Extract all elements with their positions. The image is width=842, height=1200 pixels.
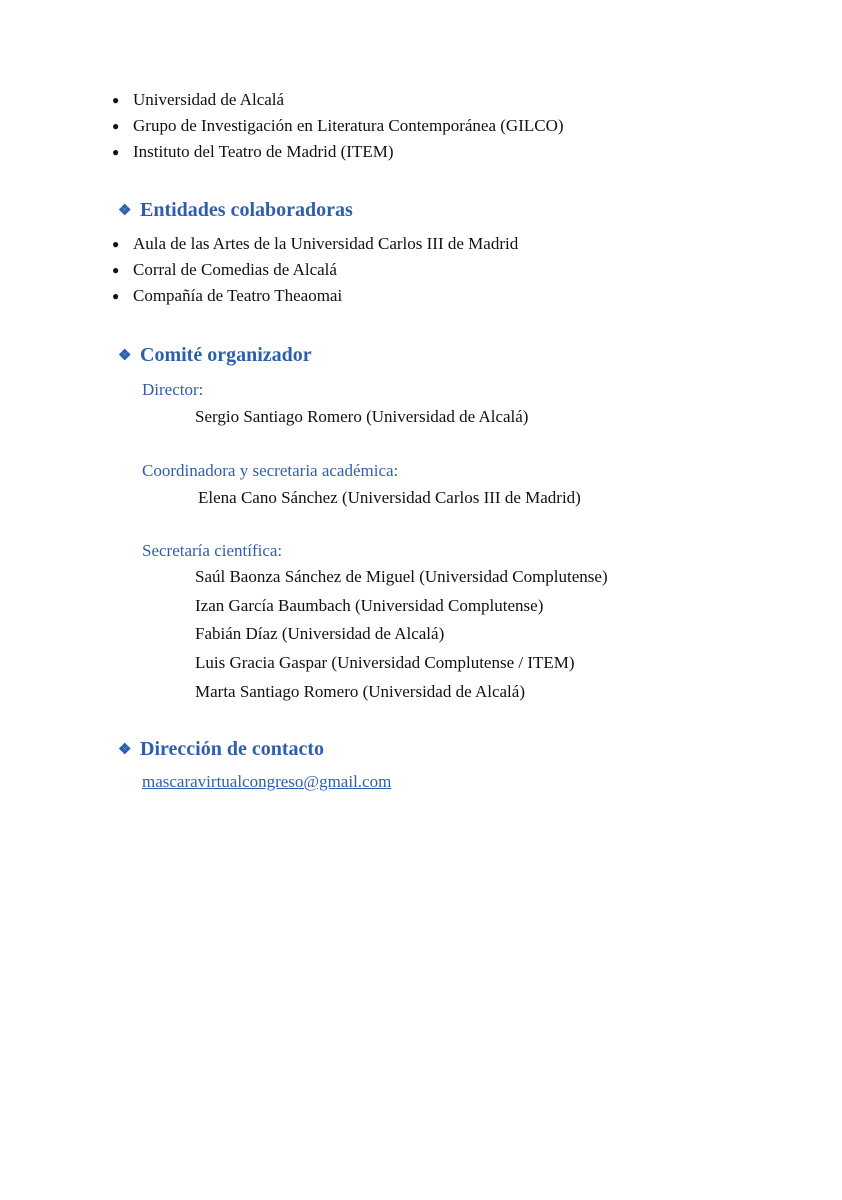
diamond-icon: ❖ <box>118 742 132 758</box>
bullet-icon: ● <box>112 237 120 251</box>
collaborators-heading: ❖ Entidades colaboradoras <box>118 199 353 221</box>
organizers-list <box>112 87 564 165</box>
bullet-icon: ● <box>112 93 120 107</box>
coordinator-label: Coordinadora y secretaria académica: <box>142 461 399 480</box>
director-name: Sergio Santiago Romero (Universidad de Alcalá) <box>195 407 529 426</box>
bullet-icon: ● <box>112 263 120 277</box>
director-label: Director: <box>142 380 204 399</box>
contact-email-link[interactable]: mascaravirtualcongreso@gmail.com <box>142 772 392 791</box>
coordinator-name: Elena Cano Sánchez (Universidad Carlos III de Madrid) <box>198 488 581 507</box>
scientific-member: Izan García Baumbach (Universidad Complutense) <box>195 596 544 615</box>
collaborators-list <box>112 231 518 309</box>
list-item: ● Compañía de Teatro Theaomai <box>112 283 518 309</box>
list-item: ● Universidad de Alcalá <box>112 87 564 113</box>
bullet-icon: ● <box>112 145 120 159</box>
scientific-secretary-label: Secretaría científica: <box>142 541 283 560</box>
scientific-member: Saúl Baonza Sánchez de Miguel (Universidad Complutense) <box>195 567 608 586</box>
bullet-icon: ● <box>112 289 120 303</box>
scientific-member: Luis Gracia Gaspar (Universidad Complutense / ITEM) <box>195 653 575 672</box>
scientific-member: Marta Santiago Romero (Universidad de Alcalá) <box>195 682 525 701</box>
contact-heading: ❖ Dirección de contacto <box>118 738 325 760</box>
list-item: ● Aula de las Artes de la Universidad Carlos III de Madrid <box>112 231 518 257</box>
list-item: ● Grupo de Investigación en Literatura Contemporánea (GILCO) <box>112 113 564 139</box>
list-item: ● Corral de Comedias de Alcalá <box>112 257 518 283</box>
committee-heading: ❖ Comité organizador <box>118 344 312 366</box>
diamond-icon: ❖ <box>118 203 132 219</box>
list-item: ● Instituto del Teatro de Madrid (ITEM) <box>112 139 564 165</box>
bullet-icon: ● <box>112 119 120 133</box>
scientific-member: Fabián Díaz (Universidad de Alcalá) <box>195 624 445 643</box>
diamond-icon: ❖ <box>118 348 132 364</box>
